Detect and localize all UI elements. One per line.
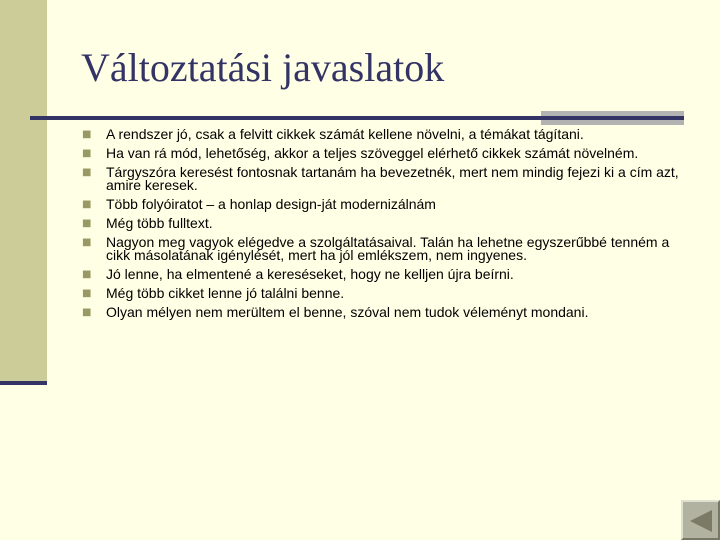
- bullet-text: Nagyon meg vagyok elégedve a szolgáltatásaival. Talán ha lehetne egyszerűbbé tenném a cikk másolatának igénylését, mert ha jól emlékszem, nem ingyenes.: [106, 234, 670, 263]
- list-item: [82, 306, 682, 319]
- bullet-text: Még több fulltext.: [106, 215, 213, 231]
- bullet-text: Még több cikket lenne jó találni benne.: [106, 285, 345, 301]
- list-item: [82, 217, 682, 230]
- square-bullet-icon: ■: [82, 307, 92, 318]
- list-item: [82, 128, 682, 141]
- left-accent-band-foot: [0, 381, 47, 385]
- bullet-text: Tárgyszóra keresést fontosnak tartanám ha bevezetnék, mert nem mindig fejezi ki a cím azt, amire keresek.: [106, 164, 679, 193]
- back-arrow-icon: [690, 510, 712, 532]
- square-bullet-icon: ■: [82, 218, 92, 229]
- square-bullet-icon: ■: [82, 148, 92, 159]
- bullet-text: A rendszer jó, csak a felvitt cikkek számát kellene növelni, a témákat tágítani.: [106, 126, 584, 142]
- list-item: [82, 268, 682, 281]
- square-bullet-icon: ■: [82, 199, 92, 210]
- bullet-text: Jó lenne, ha elmentené a kereséseket, hogy ne kelljen újra beírni.: [106, 266, 514, 282]
- list-item: [82, 147, 682, 160]
- list-item: [82, 287, 682, 300]
- list-item: [82, 198, 682, 211]
- bullet-list: [82, 128, 682, 325]
- slide-title: Változtatási javaslatok: [81, 45, 445, 90]
- square-bullet-icon: ■: [82, 167, 92, 178]
- title-rule-accent-line: [541, 116, 684, 120]
- bullet-text: Ha van rá mód, lehetőség, akkor a teljes szöveggel elérhető cikkek számát növelném.: [106, 145, 639, 161]
- square-bullet-icon: ■: [82, 129, 92, 140]
- list-item: [82, 236, 682, 262]
- list-item: [82, 166, 682, 192]
- bullet-text: Olyan mélyen nem merültem el benne, szóval nem tudok véleményt mondani.: [106, 304, 589, 320]
- square-bullet-icon: ■: [82, 269, 92, 280]
- previous-slide-button[interactable]: [681, 500, 720, 540]
- bullet-text: Több folyóiratot – a honlap design-ját modernizálnám: [106, 196, 436, 212]
- square-bullet-icon: ■: [82, 237, 92, 248]
- square-bullet-icon: ■: [82, 288, 92, 299]
- left-accent-band: [0, 0, 47, 383]
